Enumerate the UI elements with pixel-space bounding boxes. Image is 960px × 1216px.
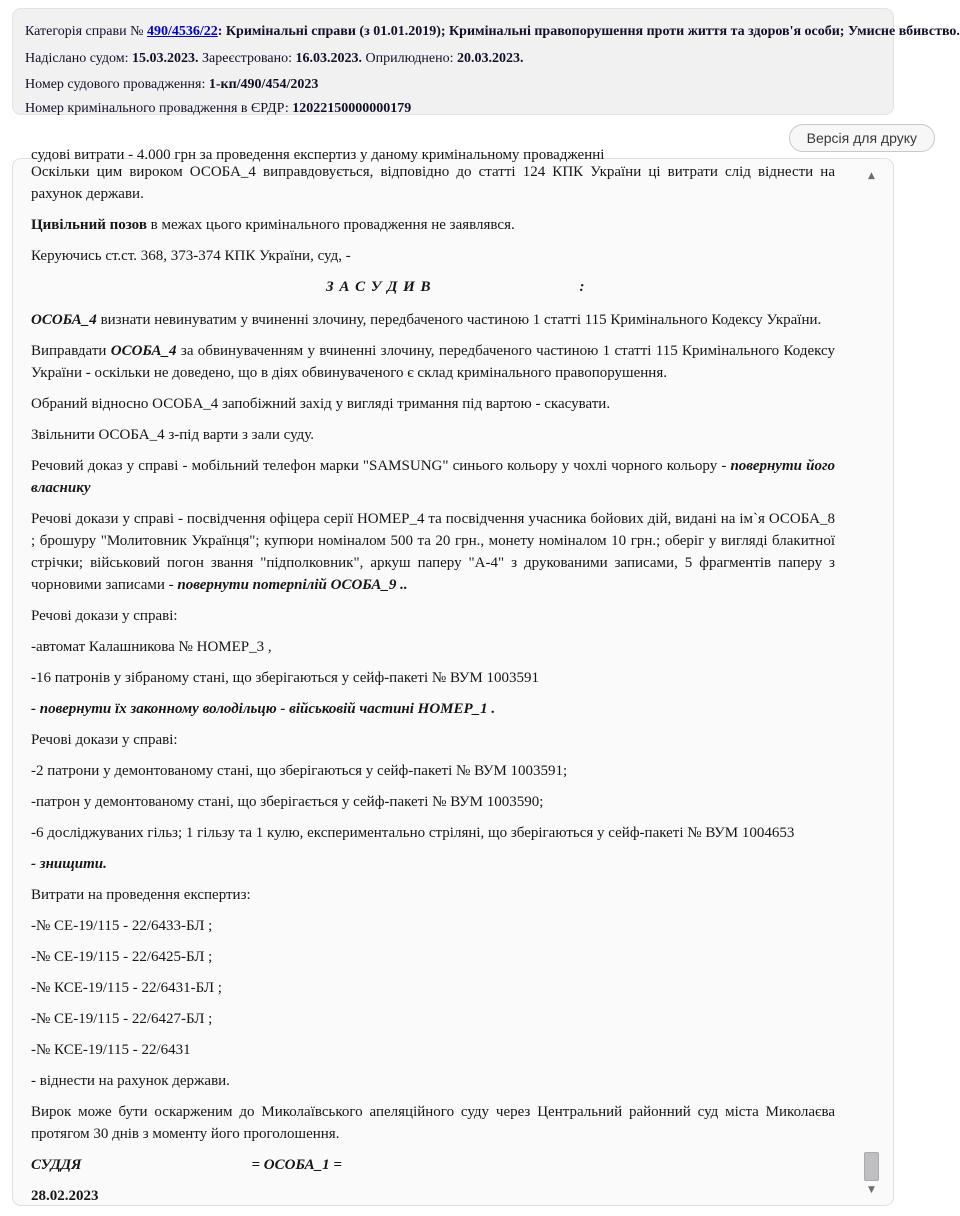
judge-name: = ОСОБА_1 = — [251, 1157, 342, 1173]
verdict-colon: : — [579, 279, 585, 295]
text-run: Речові докази у справі: — [31, 732, 178, 748]
scroll-down-icon[interactable]: ▼ — [868, 1185, 875, 1195]
document-paragraph — [31, 915, 835, 937]
document-paragraph — [31, 822, 835, 844]
text-run: -№ СЕ-19/115 - 22/6433-БЛ ; — [31, 918, 213, 934]
erdr-label: Номер кримінального провадження в ЄРДР: — [25, 101, 293, 116]
registered-label: Зареєстровано: — [198, 51, 296, 66]
document-paragraph — [31, 605, 835, 627]
case-info-card — [12, 8, 960, 116]
document-paragraph — [31, 393, 835, 415]
scroll-up-icon[interactable]: ▲ — [868, 171, 875, 181]
court-proceeding-label: Номер судового провадження: — [25, 77, 209, 92]
clipped-text: судові витрати - 4.000 грн за проведення експертиз у даному кримінальному провадженні — [31, 147, 605, 163]
sent-date: 15.03.2023. — [132, 51, 199, 66]
document-paragraph — [31, 636, 835, 658]
document-paragraph — [31, 340, 835, 384]
registered-date: 16.03.2023. — [295, 51, 362, 66]
text-run: - віднести на рахунок держави. — [31, 1073, 230, 1089]
text-run: визнати невинуватим у вчиненні злочину, передбаченого частиною 1 статті 115 Кримінального Кодексу України. — [96, 312, 822, 328]
document-paragraph — [31, 667, 835, 689]
document-paragraph — [31, 698, 835, 720]
erdr-number-line — [25, 99, 881, 119]
erdr-value: 12022150000000179 — [292, 101, 412, 116]
clipped-top-line — [31, 144, 835, 163]
text-run: ОСОБА_4 — [110, 343, 177, 359]
case-number-link[interactable]: 490/4536/22 — [146, 24, 218, 39]
court-proceeding-number-line — [25, 75, 881, 95]
text-run: повернути потерпілій ОСОБА_9 .. — [177, 577, 408, 593]
case-dates-line — [25, 49, 881, 69]
case-category-label: Категорія справи № — [25, 24, 147, 39]
document-content — [31, 161, 835, 1207]
verdict-heading — [31, 276, 835, 298]
text-run: Витрати на проведення експертиз: — [31, 887, 251, 903]
document-scroll-area[interactable] — [31, 147, 835, 1204]
text-run: -16 патронів у зібраному стані, що зберігаються у сейф-пакеті № ВУМ 1003591 — [31, 670, 539, 686]
text-run: 28.02.2023 — [31, 1188, 99, 1204]
judge-label: СУДДЯ — [31, 1157, 82, 1173]
document-paragraph — [31, 760, 835, 782]
text-run: Вирок може бути оскарженим до Миколаївського апеляційного суду через Центральний районний суд міста Миколаєва протягом 30 днів з моменту його проголошення. — [31, 1104, 835, 1142]
text-run: Речові докази у справі: — [31, 608, 178, 624]
document-paragraph — [31, 455, 835, 499]
text-run: за обвинуваченням у вчиненні злочину, передбаченого частиною 1 статті 115 Кримінального Кодексу України - оскільки не доведено, що в діях обвинуваченого є склад кримінального правопорушення. — [31, 343, 835, 381]
court-proceeding-value: 1-кп/490/454/2023 — [208, 77, 319, 92]
document-paragraph — [31, 1039, 835, 1061]
document-date — [31, 1185, 835, 1207]
document-card — [12, 147, 894, 1206]
text-run: Речові докази у справі - посвідчення офіцера серії НОМЕР_4 та посвідчення учасника бойових дій, видані на ім`я ОСОБА_8 ; брошуру "Молитовник Українця"; купюри номіналом 500 та 20 грн., монету номіналом 10 грн.; оберіг у вигляді блакитної стрічки; військовий погон звання "підполковник", аркуш паперу "А-4" з друкованими записами, 5 фрагментів паперу з чорновими записами - — [31, 511, 835, 593]
text-run: в межах цього кримінального провадження не заявлявся. — [146, 217, 515, 233]
document-paragraph — [31, 1008, 835, 1030]
published-label: Оприлюднено: — [361, 51, 458, 66]
document-paragraph — [31, 214, 835, 236]
document-paragraph — [31, 161, 835, 205]
text-run: Цивільний позов — [31, 217, 147, 233]
document-paragraph — [31, 946, 835, 968]
text-run: Оскільки цим вироком ОСОБА_4 виправдовується, відповідно до статті 124 КПК України ці витрати слід віднести на рахунок держави. — [31, 164, 835, 202]
text-run: -автомат Калашникова № НОМЕР_3 , — [31, 639, 272, 655]
text-run: -2 патрони у демонтованому стані, що зберігаються у сейф-пакеті № ВУМ 1003591; — [31, 763, 568, 779]
document-paragraph — [31, 1070, 835, 1092]
document-paragraph — [31, 424, 835, 446]
text-run: - повернути їх законному володільцю - військовій частині НОМЕР_1 . — [31, 701, 496, 717]
case-category-text: : Кримінальні справи (з 01.01.2019); Кримінальні правопорушення проти життя та здоров'я особи; Умисне вбивство. — [217, 24, 960, 39]
document-paragraph — [31, 1101, 835, 1145]
document-paragraph — [31, 791, 835, 813]
document-paragraph — [31, 729, 835, 751]
text-run: - знищити. — [31, 856, 107, 872]
text-run: Звільнити ОСОБА_4 з-під варти з зали суду. — [31, 427, 315, 443]
published-date: 20.03.2023. — [457, 51, 524, 66]
document-paragraph — [31, 853, 835, 875]
text-run: Обраний відносно ОСОБА_4 запобіжний захід у вигляді тримання під вартою - скасувати. — [31, 396, 611, 412]
text-run: повернути його власнику — [31, 458, 835, 496]
text-run: ОСОБА_4 — [31, 312, 97, 328]
text-run: Керуючись ст.ст. 368, 373-374 КПК України, суд, - — [31, 248, 351, 264]
sent-label: Надіслано судом: — [25, 51, 132, 66]
document-scrollbar[interactable] — [863, 165, 880, 1199]
text-run: Виправдати — [31, 343, 111, 359]
text-run: -№ СЕ-19/115 - 22/6425-БЛ ; — [31, 949, 213, 965]
text-run: Речовий доказ у справі - мобільний телефон марки "SAMSUNG" синього кольору у чохлі чорного кольору - — [31, 458, 731, 474]
print-version-button[interactable]: Версія для друку — [789, 124, 935, 152]
document-paragraph — [31, 245, 835, 267]
text-run: -№ КСЕ-19/115 - 22/6431 — [31, 1042, 191, 1058]
document-paragraph — [31, 309, 835, 331]
text-run: -№ СЕ-19/115 - 22/6427-БЛ ; — [31, 1011, 213, 1027]
document-paragraph — [31, 977, 835, 999]
verdict-word: З А С У Д И В — [326, 279, 432, 295]
signature-line — [31, 1154, 835, 1176]
scrollbar-thumb[interactable] — [864, 1152, 879, 1181]
text-run: -№ КСЕ-19/115 - 22/6431-БЛ ; — [31, 980, 222, 996]
document-paragraph — [31, 884, 835, 906]
text-run: -патрон у демонтованому стані, що зберігається у сейф-пакеті № ВУМ 1003590; — [31, 794, 544, 810]
case-category-line — [25, 22, 960, 42]
document-paragraph — [31, 508, 835, 596]
text-run: -6 досліджуваних гільз; 1 гільзу та 1 кулю, експериментально стріляні, що зберігаються у сейф-пакеті № ВУМ 1004653 — [31, 825, 795, 841]
